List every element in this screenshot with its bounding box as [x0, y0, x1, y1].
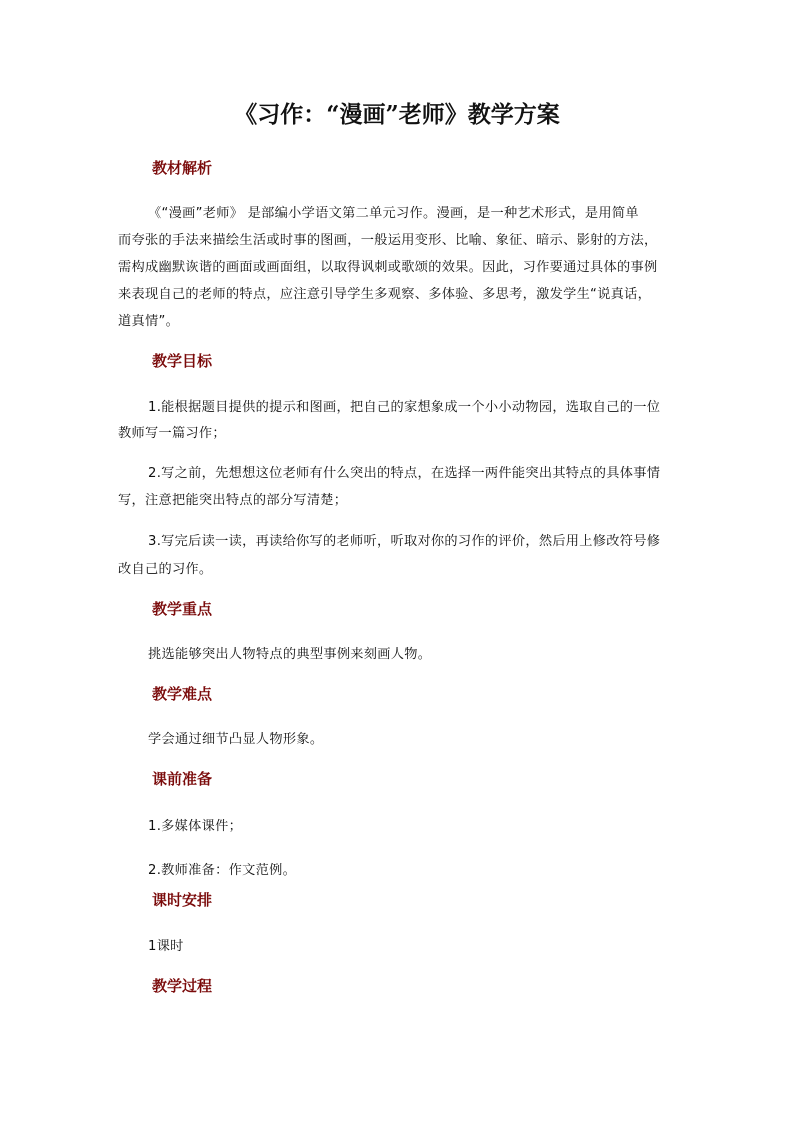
- analysis-line: 而夸张的手法来描绘生活或时事的图画，一般运用变形、比喻、象征、暗示、影射的方法，: [118, 233, 658, 248]
- analysis-line: 《“漫画”老师》 是部编小学语文第二单元习作。漫画，是一种艺术形式，是用简单: [148, 206, 639, 221]
- goal-item: 2.写之前，先想想这位老师有什么突出的特点，在选择一两件能突出其特点的具体事情: [148, 466, 661, 481]
- goal-item: 改自己的习作。: [118, 562, 213, 577]
- heading-goals: 教学目标: [152, 352, 213, 370]
- analysis-line: 道真情”。: [118, 314, 180, 329]
- heading-process: 教学过程: [152, 977, 213, 995]
- heading-analysis: 教材解析: [152, 159, 213, 177]
- heading-key-point: 教学重点: [152, 600, 213, 618]
- heading-schedule: 课时安排: [152, 891, 213, 909]
- key-point-text: 挑选能够突出人物特点的典型事例来刻画人物。: [148, 647, 432, 662]
- heading-preparation: 课前准备: [152, 770, 213, 788]
- schedule-text: 1课时: [148, 939, 184, 954]
- analysis-line: 需构成幽默诙谐的画面或画面组，以取得讽刺或歌颂的效果。因此，习作要通过具体的事例: [118, 260, 658, 275]
- goal-item: 教师写一篇习作；: [118, 426, 226, 441]
- difficulty-text: 学会通过细节凸显人物形象。: [148, 732, 324, 747]
- heading-difficulty: 教学难点: [152, 685, 213, 703]
- goal-item: 3.写完后读一读，再读给你写的老师听，听取对你的习作的评价，然后用上修改符号修: [148, 534, 661, 549]
- preparation-item: 2.教师准备：作文范例。: [148, 863, 297, 878]
- goal-item: 1.能根据题目提供的提示和图画，把自己的家想象成一个小小动物园，选取自己的一位: [148, 400, 661, 415]
- preparation-item: 1.多媒体课件；: [148, 819, 243, 834]
- goal-item: 写，注意把能突出特点的部分写清楚；: [118, 493, 348, 508]
- analysis-line: 来表现自己的老师的特点，应注意引导学生多观察、多体验、多思考，激发学生“说真话，: [118, 287, 652, 302]
- page-title: 《习作：“漫画”老师》教学方案: [234, 101, 560, 128]
